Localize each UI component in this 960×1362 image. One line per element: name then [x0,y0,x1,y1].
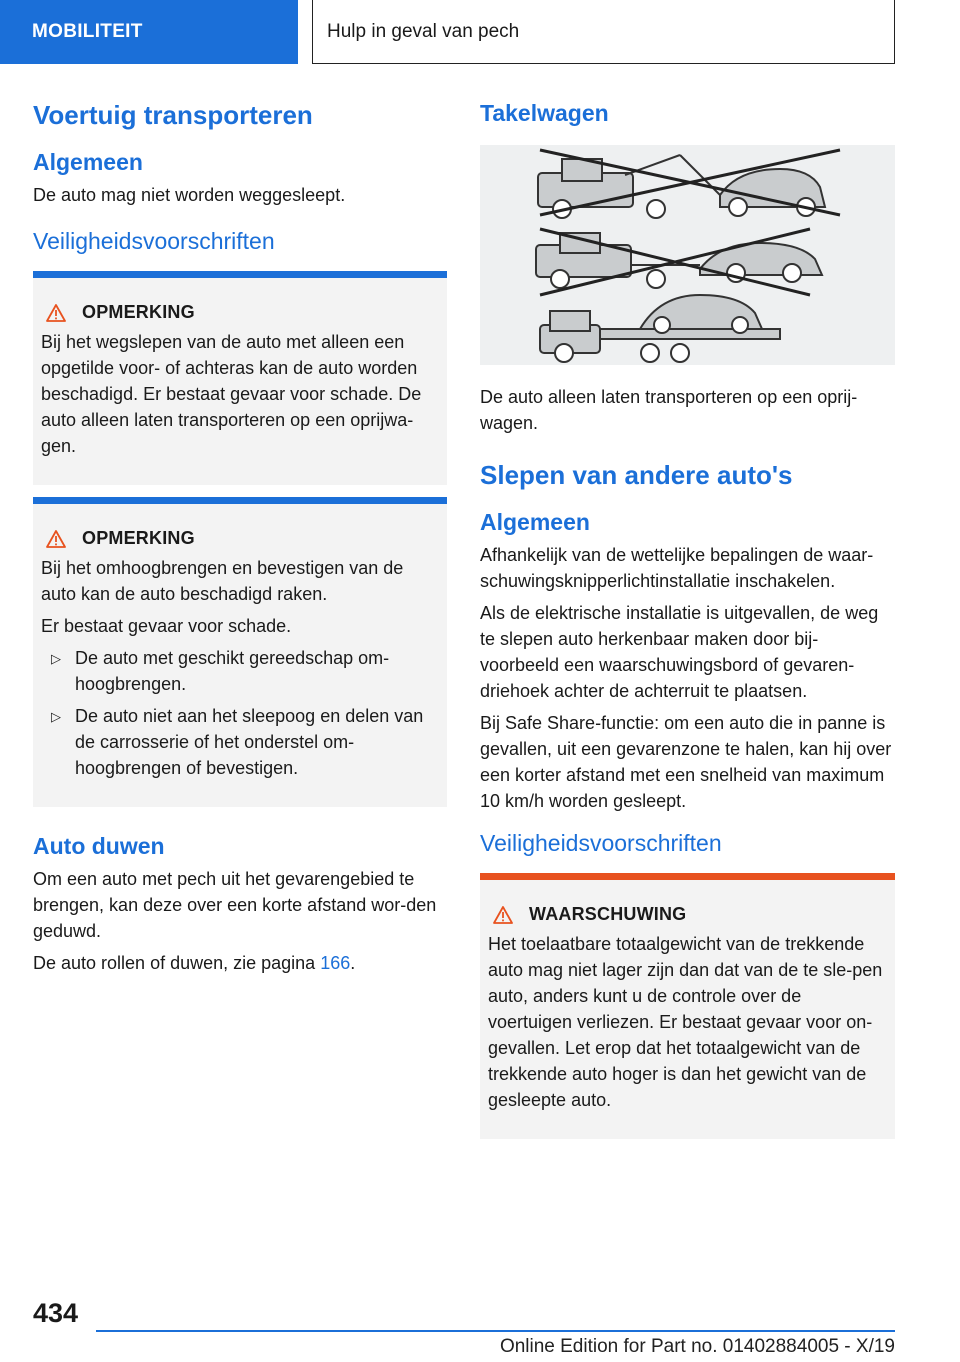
note-box-2 [33,497,447,807]
push-text: Om een auto met pech uit het gevarengebied te brengen, kan deze over een korte afstand wor-den geduwd. [33,869,437,941]
note-title-2 [41,528,439,549]
other-text-2: Als de elektrische installatie is uitgevallen, de weg te slepen auto herkenbaar maken door bij-voorbeeld een waarschuwingsbord of gevaren-driehoek achter de achterruit te plaatsen. [480,603,879,701]
general-text: De auto mag niet worden weggesleept. [33,185,346,205]
warning-triangle-icon [46,304,66,322]
subheading-general: Algemeen [33,149,143,175]
warning-box [480,873,895,1139]
note-label-2: OPMERKING [82,528,195,548]
note-text-1: Bij het wegslepen van de auto met alleen een opgetilde voor- of achteras kan de auto worden beschadigd. Er bestaat gevaar voor schade. De auto alleen laten transporteren op een oprijwa-gen. [41,332,422,456]
section-title-other-cars: Slepen van andere auto's [480,460,793,490]
note-title-1 [41,302,439,323]
right-column [480,100,895,1151]
left-column [33,100,447,982]
tow-text: De auto alleen laten transporteren op een oprij-wagen. [480,387,858,433]
note-text-2a: Bij het omhoogbrengen en bevestigen van de auto kan de auto beschadigd raken. [41,558,404,604]
page-number: 434 [33,1298,79,1328]
tow-truck-illustration [480,145,895,365]
subheading-safety-2: Veiligheidsvoorschriften [480,830,722,856]
hook-tow-truck-image [538,155,825,218]
subheading-general-2: Algemeen [480,509,590,535]
subheading-safety: Veiligheidsvoorschriften [33,228,275,254]
triangle-bullet-icon: ▷ [51,651,61,666]
warning-text: Het toelaatbare totaalgewicht van de trekkende auto mag niet lager zijn dan dat van de te sle-pen auto, anders kunt u de controle over de voertuigen verliezen. Er bestaat gevaar voor on-gevallen. Let erop dat het totaalgewicht van de trekkende auto hoger is dan het gewicht van de gesleepte auto. [488,934,883,1110]
footer-edition: Online Edition for Part no. 01402884005 - X/19 [499,1336,895,1357]
subheading-push: Auto duwen [33,833,165,859]
flatbed-truck-image [540,295,780,362]
warning-title [488,904,887,925]
note-label-1: OPMERKING [82,302,195,322]
warning-triangle-icon [46,530,66,548]
subheading-tow-truck: Takelwagen [480,100,609,126]
section-title-transport: Voertuig transporteren [33,100,313,130]
footer-divider [96,1330,895,1332]
page-link-166[interactable]: 166 [320,953,351,973]
warning-triangle-icon [493,906,513,924]
warning-label: WAARSCHUWING [529,904,687,924]
list-item: ▷ De auto met geschikt gereedschap om-hoogbrengen. [51,648,390,694]
list-item: ▷ De auto niet aan het sleepoog en delen van de carrosserie of het onderstel om-hoogbrengen of bevestigen. [51,706,424,778]
chapter-title: Hulp in geval van pech [312,0,895,64]
note-text-2b: Er bestaat gevaar voor schade. [41,616,292,636]
section-tab: MOBILITEIT [0,0,298,64]
note-box-1 [33,271,447,485]
triangle-bullet-icon: ▷ [51,709,61,724]
other-text-1: Afhankelijk van de wettelijke bepalingen de waar-schuwingsknipperlichtinstallatie inschakelen. [480,545,874,591]
other-text-3: Bij Safe Share-functie: om een auto die in panne is gevallen, uit een gevarenzone te halen, kan hij over een korter afstand met een snelheid van maximum 10 km/h worden gesleept. [480,713,892,811]
push-reference: De auto rollen of duwen, zie pagina 166. [33,953,356,973]
note-list [41,645,439,781]
